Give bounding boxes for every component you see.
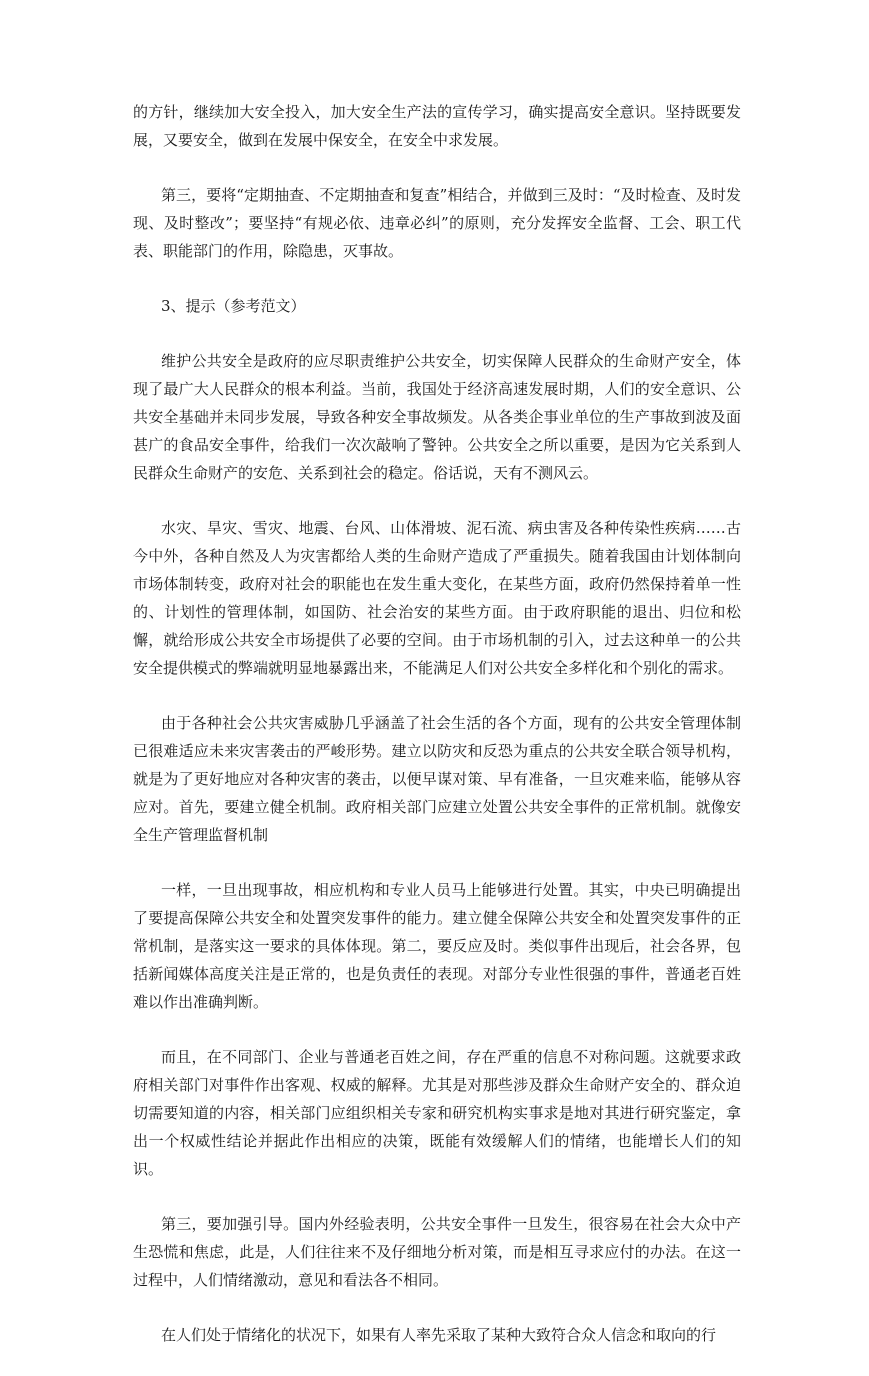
paragraph-2: 第三，要将“定期抽查、不定期抽查和复查”相结合，并做到三及时：“及时检查、及时发现、及时整改”；要坚持“有规必依、违章必纠”的原则，充分发挥安全监督、工会、职工代表、职能部门的作用，除隐患，灭事故。 (133, 186, 741, 260)
section-heading: 3、提示（参考范文） (161, 297, 306, 315)
paragraph-5: 由于各种社会公共灾害威胁几乎涵盖了社会生活的各个方面，现有的公共安全管理体制已很难适应未来灾害袭击的严峻形势。建立以防灾和反恐为重点的公共安全联合领导机构，就是为了更好地应对各种灾害的袭击，以便早谋对策、早有准备，一旦灾难来临，能够从容应对。首先，要建立健全机制。政府相关部门应建立处置公共安全事件的正常机制。就像安全生产管理监督机制 (133, 714, 741, 844)
paragraph-4: 水灾、旱灾、雪灾、地震、台风、山体滑坡、泥石流、病虫害及各种传染性疾病……古今中外，各种自然及人为灾害都给人类的生命财产造成了严重损失。随着我国由计划体制向市场体制转变，政府对社会的职能也在发生重大变化，在某些方面，政府仍然保持着单一性的、计划性的管理体制，如国防、社会治安的某些方面。由于政府职能的退出、归位和松懈，就给形成公共安全市场提供了必要的空间。由于市场机制的引入，过去这种单一的公共安全提供模式的弊端就明显地暴露出来，不能满足人们对公共安全多样化和个别化的需求。 (133, 519, 741, 677)
paragraph-8: 第三，要加强引导。国内外经验表明，公共安全事件一旦发生，很容易在社会大众中产生恐慌和焦虑，此是，人们往往来不及仔细地分析对策，而是相互寻求应付的办法。在这一过程中，人们情绪激动，意见和看法各不相同。 (133, 1215, 741, 1289)
document-body (133, 98, 741, 1376)
paragraph-1: 的方针，继续加大安全投入，加大安全生产法的宣传学习，确实提高安全意识。坚持既要发展，又要安全，做到在发展中保安全，在安全中求发展。 (133, 103, 741, 149)
paragraph-9: 在人们处于情绪化的状况下，如果有人率先采取了某种大致符合众人信念和取向的行 (161, 1326, 717, 1344)
paragraph-3: 维护公共安全是政府的应尽职责维护公共安全，切实保障人民群众的生命财产安全，体现了最广大人民群众的根本利益。当前，我国处于经济高速发展时期，人们的安全意识、公共安全基础并未同步发展，导致各种安全事故频发。从各类企事业单位的生产事故到波及面甚广的食品安全事件，给我们一次次敲响了警钟。公共安全之所以重要，是因为它关系到人民群众生命财产的安危、关系到社会的稳定。俗话说，天有不测风云。 (133, 352, 741, 482)
paragraph-7: 而且，在不同部门、企业与普通老百姓之间，存在严重的信息不对称问题。这就要求政府相关部门对事件作出客观、权威的解释。尤其是对那些涉及群众生命财产安全的、群众迫切需要知道的内容，相关部门应组织相关专家和研究机构实事求是地对其进行研究鉴定，拿出一个权威性结论并据此作出相应的决策，既能有效缓解人们的情绪，也能增长人们的知识。 (133, 1048, 741, 1178)
paragraph-6: 一样，一旦出现事故，相应机构和专业人员马上能够进行处置。其实，中央已明确提出了要提高保障公共安全和处置突发事件的能力。建立健全保障公共安全和处置突发事件的正常机制，是落实这一要求的具体体现。第二，要反应及时。类似事件出现后，社会各界，包括新闻媒体高度关注是正常的，也是负责任的表现。对部分专业性很强的事件，普通老百姓难以作出准确判断。 (133, 881, 741, 1011)
